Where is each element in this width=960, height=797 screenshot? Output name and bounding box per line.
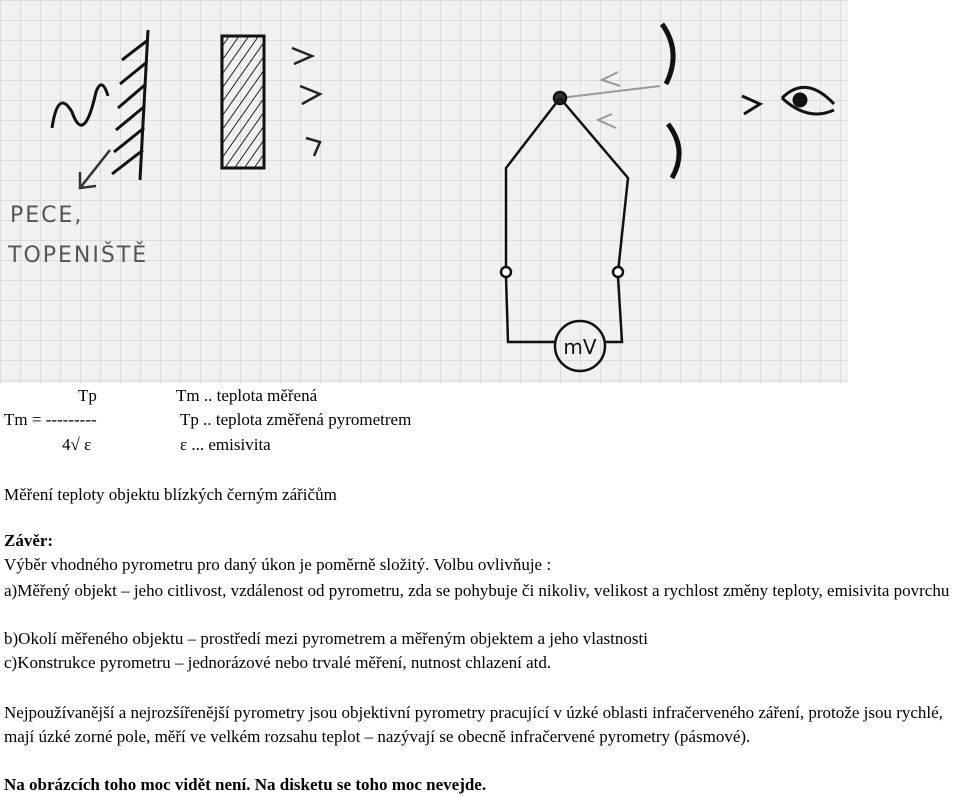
conclusion-line-a: a)Měřený objekt – jeho citlivost, vzdálenost od pyrometru, zda se pohybuje či nikoliv, velikost a rychlost změny teploty, emisivita povrchu xyxy=(4,581,950,600)
section-title: Měření teploty objektu blízkých černým zářičům xyxy=(4,485,337,504)
meter-label: mV xyxy=(563,335,597,359)
pyrometer-sketch xyxy=(0,0,848,383)
formula-denominator: 4√ ε xyxy=(62,435,92,454)
handwritten-label-line2: TOPENIŠTĚ xyxy=(8,243,149,268)
bold-note: Na obrázcích toho moc vidět není. Na disketu se toho moc nevejde. xyxy=(4,775,487,794)
conclusion-line-b: b)Okolí měřeného objektu – prostředí mezi pyrometrem a měřeným objektem a jeho vlastnosti xyxy=(4,629,648,648)
summary-paragraph: Nejpoužívanější a nejrozšířenější pyrometry jsou objektivní pyrometry pracující v úzké oblasti infračerveného záření, protože jsou rychlé, mají úzké zorné pole, měří ve velkém rozsahu teplot – nazývají se obecně infračervené pyrometry (pásmové). xyxy=(4,703,943,746)
conclusion-heading: Závěr: xyxy=(4,531,54,550)
conclusion-line-intro: Výběr vhodného pyrometru pro daný úkon je poměrně složitý. Volbu ovlivňuje : xyxy=(4,555,552,574)
formula-legend-tp: Tp .. teplota změřená pyrometrem xyxy=(180,410,412,429)
conclusion-line-c: c)Konstrukce pyrometru – jednorázové nebo trvalé měření, nutnost chlazení atd. xyxy=(4,653,552,672)
formula-numerator: Tp xyxy=(78,386,97,405)
formula-legend-epsilon: ε ... emisivita xyxy=(180,435,271,454)
formula-lhs: Tm = --------- xyxy=(4,410,97,429)
formula-legend-tm: Tm .. teplota měřená xyxy=(176,386,318,405)
hatched-window xyxy=(222,36,264,168)
handwritten-label-line1: PECE, xyxy=(10,203,84,228)
